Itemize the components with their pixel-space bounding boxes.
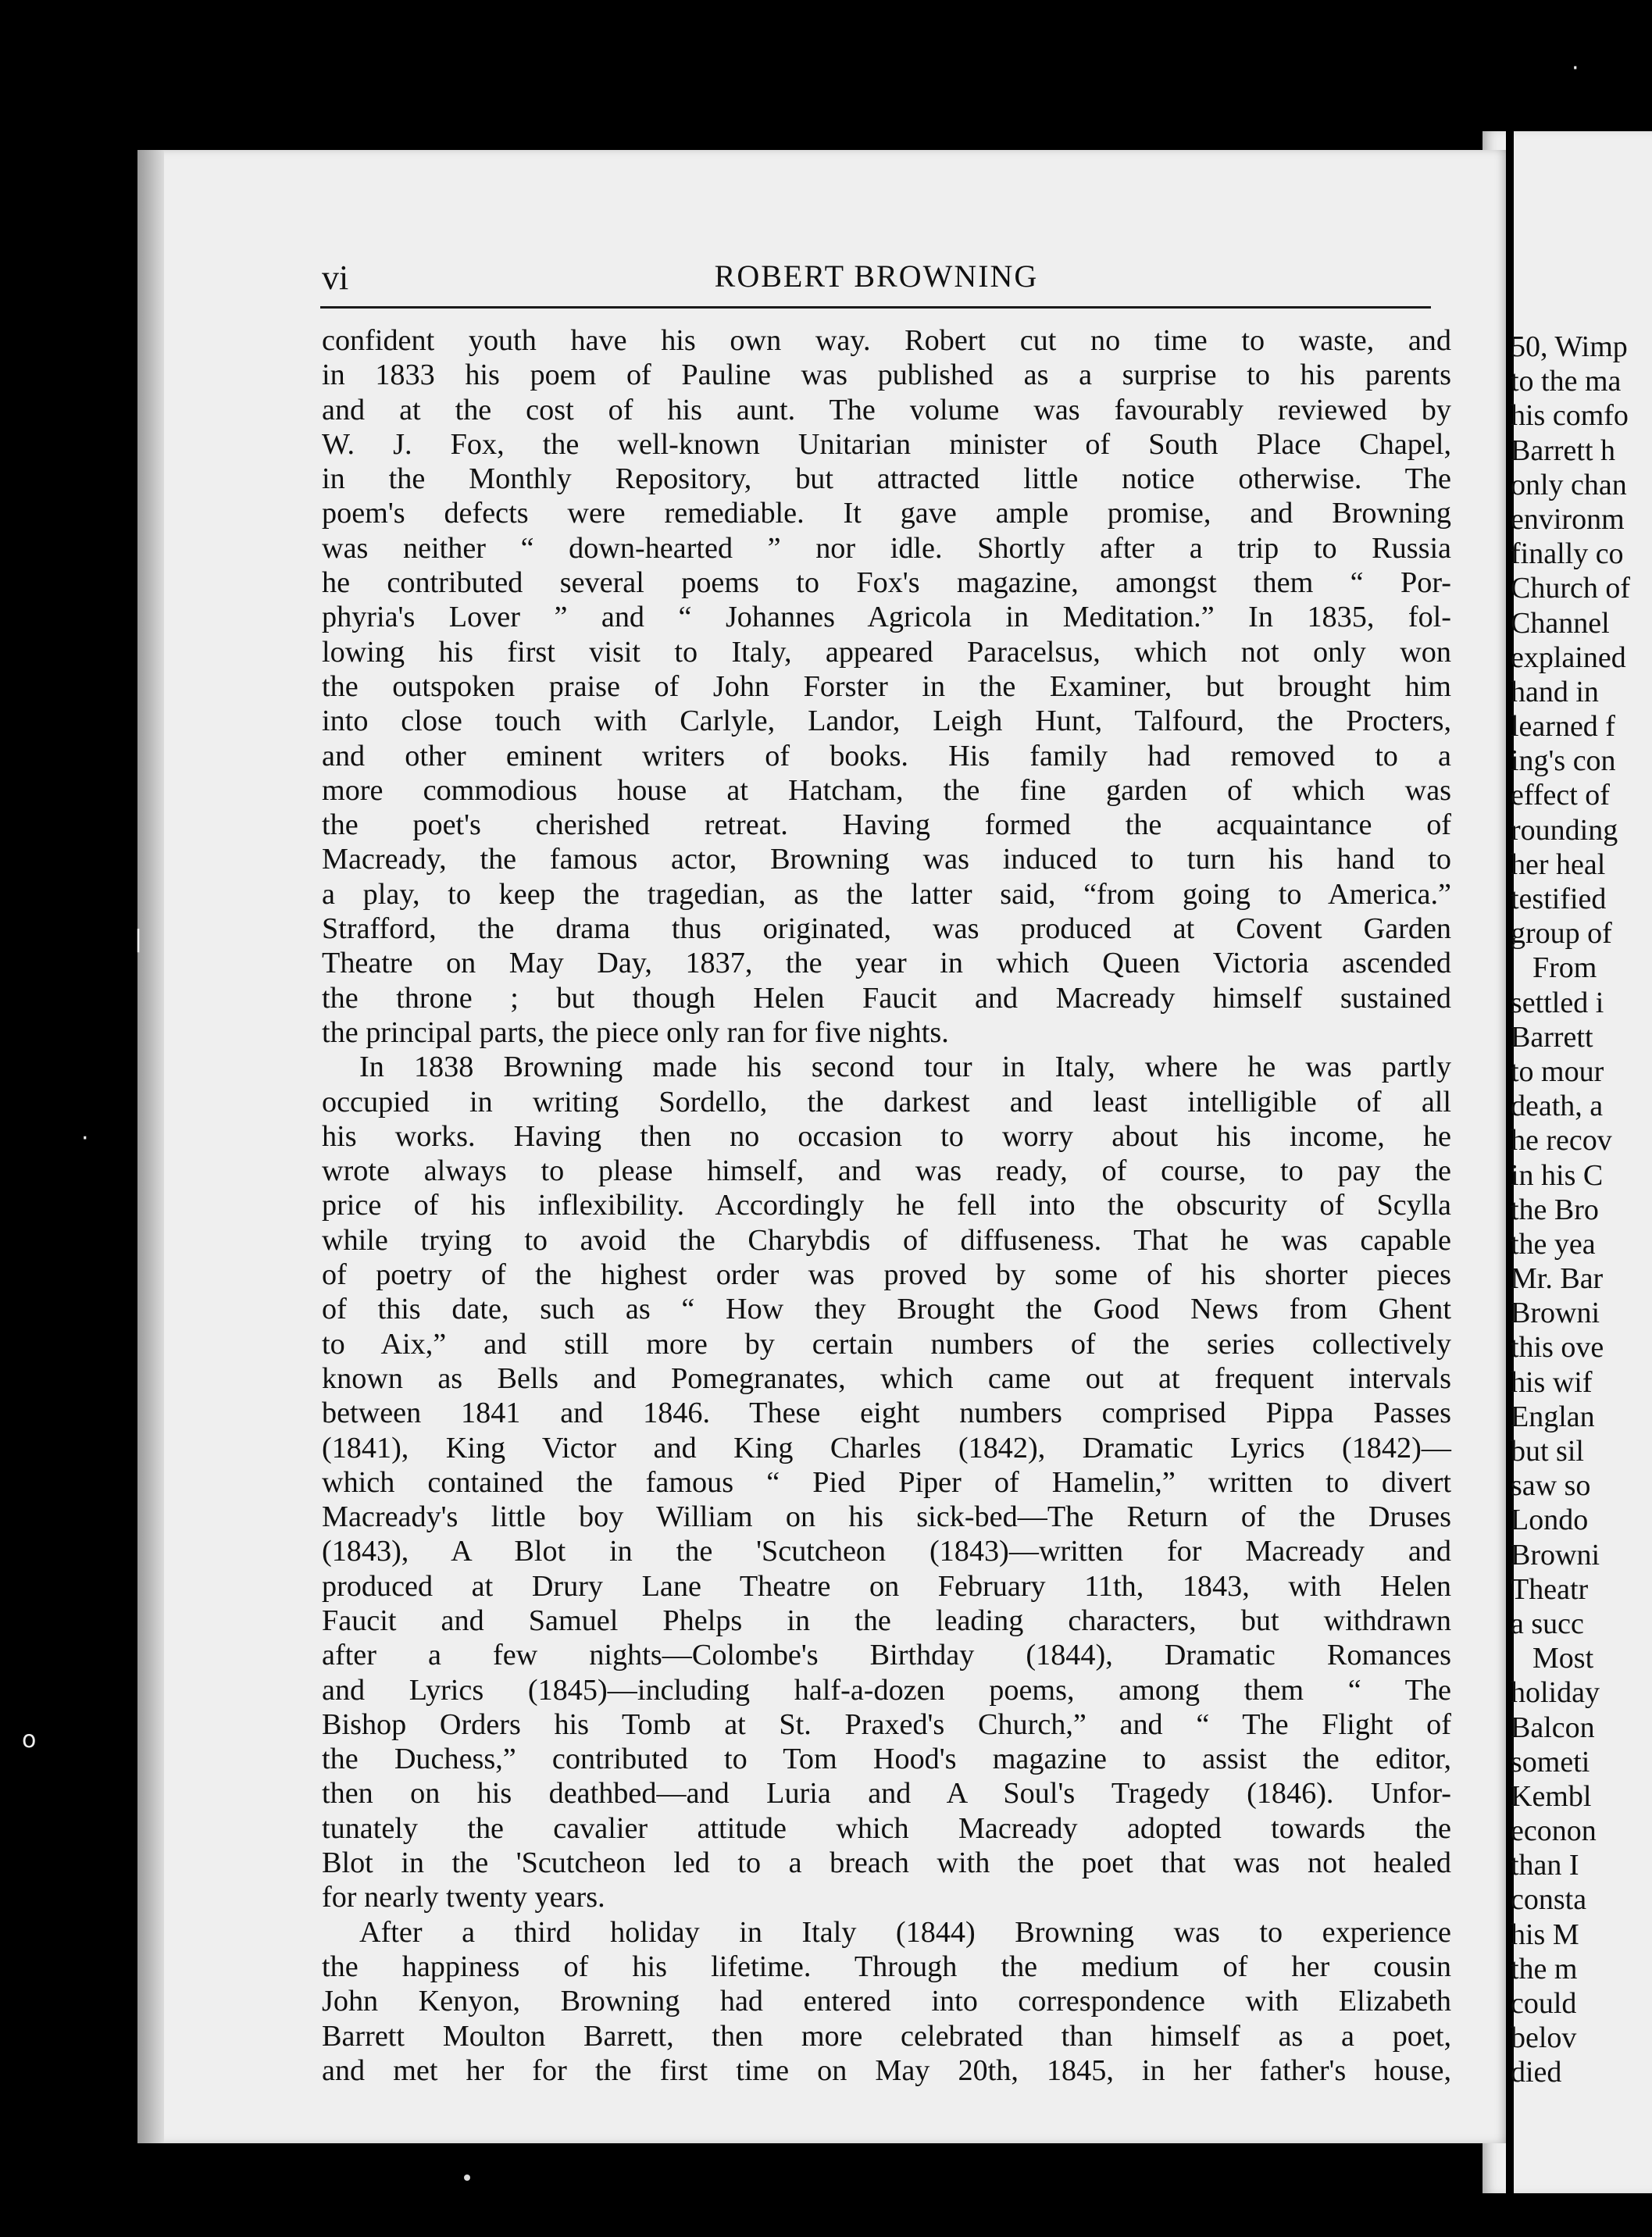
facing-line: hand in	[1511, 675, 1599, 708]
text-line: between 1841 and 1846. These eight numbers comprised Pippa Passes	[322, 1397, 1451, 1430]
text-line: Bishop Orders his Tomb at St. Praxed's Church,” and “ The Flight of	[322, 1707, 1451, 1741]
text-line: poem's defects were remediable. It gave ample promise, and Browning	[322, 497, 1451, 530]
facing-line: Church of	[1511, 572, 1631, 605]
text-line: phyria's Lover ” and “ Johannes Agricola in Meditation.” In 1835, fol-	[322, 601, 1451, 634]
facing-line: Channel	[1511, 606, 1610, 640]
text-line: lowing his first visit to Italy, appeared Paracelsus, which not only won	[322, 635, 1451, 669]
facing-line: testified	[1511, 883, 1607, 915]
facing-line: Barrett h	[1511, 433, 1616, 467]
facing-line: consta	[1511, 1883, 1587, 1917]
text-line: he contributed several poems to Fox's magazine, amongst them “ Por-	[322, 566, 1451, 600]
scan-speck-mark: |	[134, 926, 143, 953]
text-line: price of his inflexibility. Accordingly he fell into the obscurity of Scylla	[322, 1189, 1451, 1222]
facing-page-text	[1511, 330, 1652, 2090]
facing-line: holiday	[1511, 1676, 1600, 1710]
facing-line: this ove	[1511, 1331, 1604, 1365]
facing-line: econon	[1511, 1814, 1597, 1848]
text-line: into close touch with Carlyle, Landor, Leigh Hunt, Talfourd, the Procters,	[322, 705, 1451, 738]
facing-line: to the ma	[1511, 365, 1622, 398]
facing-line: a succ	[1511, 1607, 1584, 1640]
text-line: known as Bells and Pomegranates, which came out at frequent intervals	[322, 1361, 1451, 1395]
text-line: while trying to avoid the Charybdis of diffuseness. That he was capable	[322, 1223, 1451, 1257]
text-line: then on his deathbed—and Luria and A Soul's Tragedy (1846). Unfor-	[322, 1777, 1451, 1811]
text-line: Theatre on May Day, 1837, the year in which Queen Victoria ascended	[322, 947, 1451, 980]
facing-line: learned f	[1511, 710, 1615, 744]
facing-line: Barrett	[1511, 1020, 1593, 1054]
scan-speck	[464, 2175, 470, 2181]
text-line: After a third holiday in Italy (1844) Browning was to experience	[359, 1915, 1451, 1949]
text-line: Faucit and Samuel Phelps in the leading characters, but withdrawn	[322, 1604, 1451, 1637]
text-line: a play, to keep the tragedian, as the latter said, “from going to America.”	[322, 877, 1451, 911]
text-line: Barrett Moulton Barrett, then more celebrated than himself as a poet,	[322, 2019, 1451, 2053]
facing-line: 50, Wimp	[1511, 330, 1628, 363]
text-line: Strafford, the drama thus originated, was produced at Covent Garden	[322, 912, 1451, 946]
text-line: the Duchess,” contributed to Tom Hood's magazine to assist the editor,	[322, 1743, 1451, 1776]
facing-line: his wif	[1511, 1365, 1593, 1399]
facing-line: Browni	[1511, 1538, 1600, 1572]
facing-line: belov	[1511, 2021, 1577, 2055]
text-line: wrote always to please himself, and was ready, of course, to pay the	[322, 1154, 1451, 1188]
facing-line: settled i	[1511, 986, 1604, 1019]
text-line: more commodious house at Hatcham, the fine garden of which was	[322, 773, 1451, 807]
facing-line: death, a	[1511, 1090, 1604, 1123]
facing-line: her heal	[1511, 847, 1606, 881]
facing-line: his comfo	[1511, 399, 1629, 433]
facing-line: the m	[1511, 1952, 1578, 1985]
facing-line: in his C	[1511, 1158, 1604, 1192]
running-title: ROBERT BROWNING	[714, 259, 1039, 294]
text-line: of poetry of the highest order was proved by some of his shorter pieces	[322, 1258, 1451, 1292]
text-line: for nearly twenty years.	[322, 1881, 605, 1914]
facing-line: effect of	[1511, 779, 1610, 812]
header-rule	[320, 306, 1431, 309]
scan-speck-mark: ·	[1572, 55, 1579, 82]
text-line: and other eminent writers of books. His family had removed to a	[322, 739, 1451, 772]
text-line: in 1833 his poem of Pauline was published as a surprise to his parents	[322, 359, 1451, 392]
facing-line: Balcon	[1511, 1711, 1595, 1744]
facing-line: finally co	[1511, 537, 1624, 571]
body-text	[322, 323, 1451, 2088]
facing-line: Theatr	[1511, 1572, 1589, 1606]
text-line: the poet's cherished retreat. Having formed the acquaintance of	[322, 808, 1451, 842]
text-line: Macready's little boy William on his sick-bed—The Return of the Druses	[322, 1500, 1451, 1534]
text-line: In 1838 Browning made his second tour in Italy, where he was partly	[359, 1051, 1451, 1084]
text-line: Macready, the famous actor, Browning was induced to turn his hand to	[322, 843, 1451, 876]
scan-speck-mark: o	[22, 1726, 37, 1754]
text-line: in the Monthly Repository, but attracted little notice otherwise. The	[322, 462, 1451, 496]
facing-line: the Bro	[1511, 1193, 1599, 1226]
text-line: produced at Drury Lane Theatre on February 11th, 1843, with Helen	[322, 1569, 1451, 1603]
facing-line: From	[1532, 951, 1597, 985]
text-line: Blot in the 'Scutcheon led to a breach with the poet that was not healed	[322, 1846, 1451, 1880]
facing-line: than I	[1511, 1849, 1579, 1882]
facing-line: rounding	[1511, 813, 1618, 847]
text-line: which contained the famous “ Pied Piper of Hamelin,” written to divert	[322, 1465, 1451, 1499]
text-line: occupied in writing Sordello, the darkest and least intelligible of all	[322, 1085, 1451, 1118]
text-line: the outspoken praise of John Forster in the Examiner, but brought him	[322, 669, 1451, 703]
page-edge-shadow	[137, 150, 164, 2143]
facing-line: group of	[1511, 917, 1612, 951]
text-line: John Kenyon, Browning had entered into correspondence with Elizabeth	[322, 1985, 1451, 2018]
text-line: (1841), King Victor and King Charles (1842), Dramatic Lyrics (1842)—	[322, 1431, 1451, 1465]
text-line: W. J. Fox, the well-known Unitarian minister of South Place Chapel,	[322, 427, 1451, 461]
page-number: vi	[322, 259, 349, 297]
text-line: to Aix,” and still more by certain numbers of the series collectively	[322, 1327, 1451, 1361]
text-line: (1843), A Blot in the 'Scutcheon (1843)—written for Macready and	[322, 1535, 1451, 1568]
text-line: was neither “ down-hearted ” nor idle. Shortly after a trip to Russia	[322, 531, 1451, 565]
facing-line: Browni	[1511, 1297, 1600, 1330]
text-line: of this date, such as “ How they Brought the Good News from Ghent	[322, 1293, 1451, 1326]
facing-line: the yea	[1511, 1227, 1596, 1261]
facing-line: could	[1511, 1987, 1577, 2020]
facing-line: Englan	[1511, 1400, 1595, 1433]
facing-line: Mr. Bar	[1511, 1262, 1604, 1296]
text-line: the throne ; but though Helen Faucit and Macready himself sustained	[322, 981, 1451, 1015]
facing-line: Kembl	[1511, 1779, 1592, 1813]
facing-line: his M	[1511, 1918, 1579, 1951]
facing-line: environm	[1511, 502, 1625, 536]
facing-line: saw so	[1511, 1469, 1591, 1503]
text-line: confident youth have his own way. Robert cut no time to waste, and	[322, 324, 1451, 357]
facing-line: to mour	[1511, 1054, 1604, 1088]
facing-line: Most	[1532, 1642, 1594, 1675]
facing-line: Londo	[1511, 1504, 1589, 1537]
running-head	[322, 258, 1431, 305]
text-line: and met her for the first time on May 20th, 1845, in her father's house,	[322, 2053, 1451, 2087]
text-line: the happiness of his lifetime. Through the medium of her cousin	[322, 1950, 1451, 1983]
text-line: tunately the cavalier attitude which Macready adopted towards the	[322, 1811, 1451, 1845]
facing-line: he recov	[1511, 1124, 1612, 1158]
text-line: his works. Having then no occasion to worry about his income, he	[322, 1119, 1451, 1153]
facing-line: someti	[1511, 1745, 1590, 1779]
text-line: the principal parts, the piece only ran for five nights.	[322, 1015, 949, 1049]
facing-line: only chan	[1511, 468, 1627, 501]
text-line: and at the cost of his aunt. The volume was favourably reviewed by	[322, 393, 1451, 426]
facing-line: died	[1511, 2056, 1562, 2089]
facing-line: but sil	[1511, 1435, 1584, 1468]
text-line: after a few nights—Colombe's Birthday (1844), Dramatic Romances	[322, 1639, 1451, 1672]
facing-line: ing's con	[1511, 744, 1616, 778]
scan-speck-mark: ·	[81, 1125, 89, 1152]
facing-line: explained	[1511, 640, 1626, 674]
text-line: and Lyrics (1845)—including half-a-dozen poems, among them “ The	[322, 1673, 1451, 1707]
